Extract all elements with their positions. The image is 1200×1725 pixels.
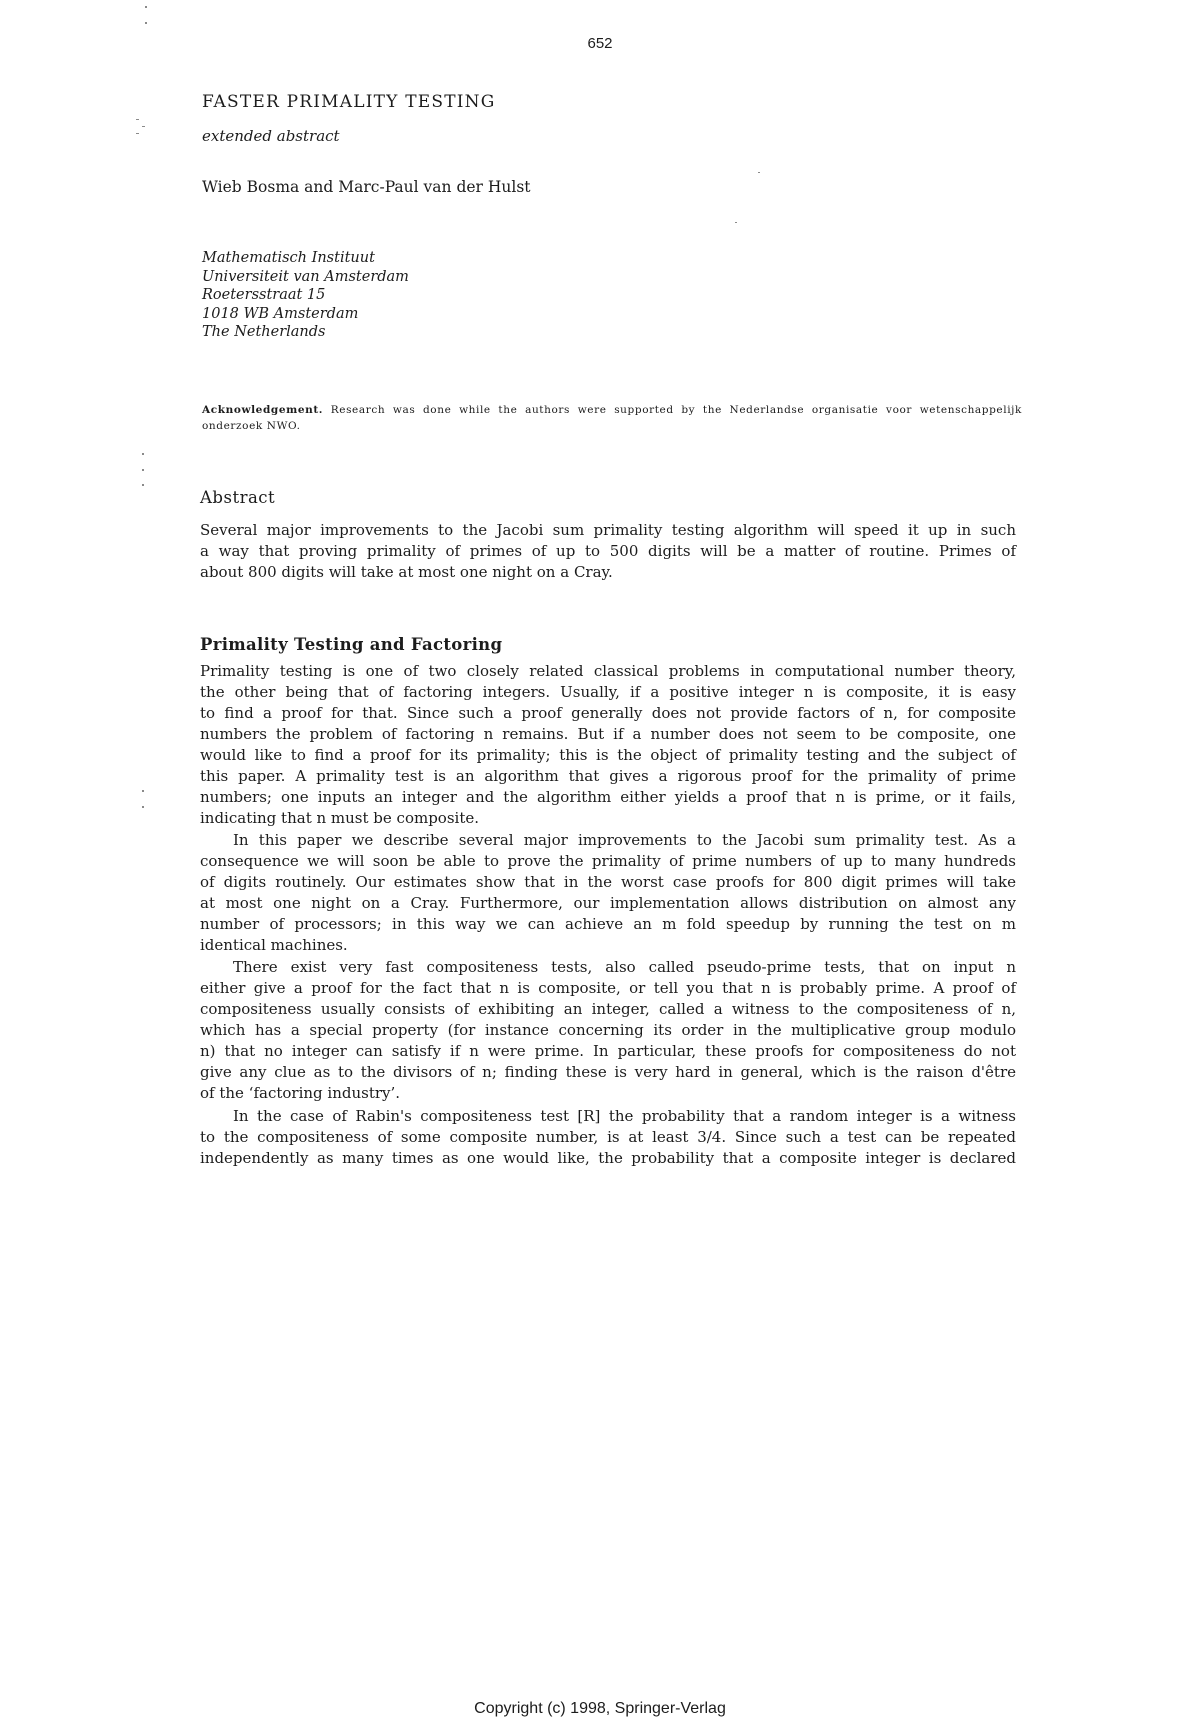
text-line: There exist very fast compositeness tests, also called pseudo-prime tests, that on input n <box>233 958 1016 976</box>
text-line: Primality testing is one of two closely related classical problems in computational number theory, <box>200 662 1016 680</box>
text-line: of digits routinely. Our estimates show that in the worst case proofs for 800 digit primes will take <box>200 873 1016 891</box>
section-paragraph-3 <box>200 957 1016 1104</box>
text-line: Several major improvements to the Jacobi sum primality testing algorithm will speed it up in such <box>200 521 1016 539</box>
text-line: identical machines. <box>200 936 348 954</box>
text-line: would like to find a proof for its primality; this is the object of primality testing and the subject of <box>200 746 1016 764</box>
text-line: of the ‘factoring industry’. <box>200 1084 401 1102</box>
text-line: n) that no integer can satisfy if n were prime. In particular, these proofs for compositeness do not <box>200 1042 1016 1060</box>
address-line: 1018 WB Amsterdam <box>202 305 359 322</box>
text-line: the other being that of factoring integers. Usually, if a positive integer n is composite, it is easy <box>200 683 1016 701</box>
text-line: number of processors; in this way we can achieve an m fold speedup by running the test on m <box>200 915 1016 933</box>
address-line: Universiteit van Amsterdam <box>202 268 409 285</box>
text-line: either give a proof for the fact that n is composite, or tell you that n is probably prime. A proof of <box>200 979 1016 997</box>
acknowledgement-text: Research was done while the authors were supported by the Nederlandse organisatie voor wetenschappelijk onderzoek NWO. <box>202 404 1022 432</box>
abstract-heading: Abstract <box>200 488 276 507</box>
text-line: at most one night on a Cray. Furthermore, our implementation allows distribution on almost any <box>200 894 1016 912</box>
text-line: to the compositeness of some composite number, is at least 3/4. Since such a test can be repeated <box>200 1128 1016 1146</box>
text-line: a way that proving primality of primes of up to 500 digits will be a matter of routine. Primes of <box>200 542 1016 560</box>
paper-title: FASTER PRIMALITY TESTING <box>202 92 496 112</box>
section-paragraph-2 <box>200 830 1016 956</box>
acknowledgement-heading: Acknowledgement. <box>202 404 324 416</box>
text-line: independently as many times as one would like, the probability that a composite integer is declared <box>200 1149 1016 1167</box>
text-line: compositeness usually consists of exhibiting an integer, called a witness to the compositeness of n, <box>200 1000 1016 1018</box>
text-line: numbers the problem of factoring n remains. But if a number does not seem to be composite, one <box>200 725 1016 743</box>
abstract-body <box>200 520 1016 583</box>
page-number: 652 <box>587 35 613 52</box>
text-line: this paper. A primality test is an algorithm that gives a rigorous proof for the primality of prime <box>200 767 1016 785</box>
text-line: In this paper we describe several major improvements to the Jacobi sum primality test. As a <box>233 831 1016 849</box>
text-line: consequence we will soon be able to prove the primality of prime numbers of up to many hundreds <box>200 852 1016 870</box>
acknowledgement <box>202 402 1022 434</box>
address-line: Mathematisch Instituut <box>202 250 375 266</box>
section-paragraph-1 <box>200 661 1016 829</box>
section-paragraph-4 <box>200 1106 1016 1169</box>
text-line: to find a proof for that. Since such a proof generally does not provide factors of n, for composite <box>200 704 1016 722</box>
text-line: about 800 digits will take at most one night on a Cray. <box>200 563 613 581</box>
address-line: The Netherlands <box>202 324 326 340</box>
copyright-footer: Copyright (c) 1998, Springer-Verlag <box>474 1700 726 1717</box>
text-line: which has a special property (for instance concerning its order in the multiplicative group modulo <box>200 1021 1016 1039</box>
address-line: Roetersstraat 15 <box>202 287 326 303</box>
section-heading: Primality Testing and Factoring <box>200 635 503 654</box>
affiliation-address <box>202 249 409 342</box>
text-line: In the case of Rabin's compositeness test [R] the probability that a random integer is a witness <box>233 1107 1016 1125</box>
author-names: Wieb Bosma and Marc-Paul van der Hulst <box>202 178 531 196</box>
text-line: give any clue as to the divisors of n; finding these is very hard in general, which is the raison d'être <box>200 1063 1016 1081</box>
paper-subtitle: extended abstract <box>202 127 340 145</box>
text-line: numbers; one inputs an integer and the algorithm either yields a proof that n is prime, or it fails, <box>200 788 1016 806</box>
text-line: indicating that n must be composite. <box>200 809 479 827</box>
